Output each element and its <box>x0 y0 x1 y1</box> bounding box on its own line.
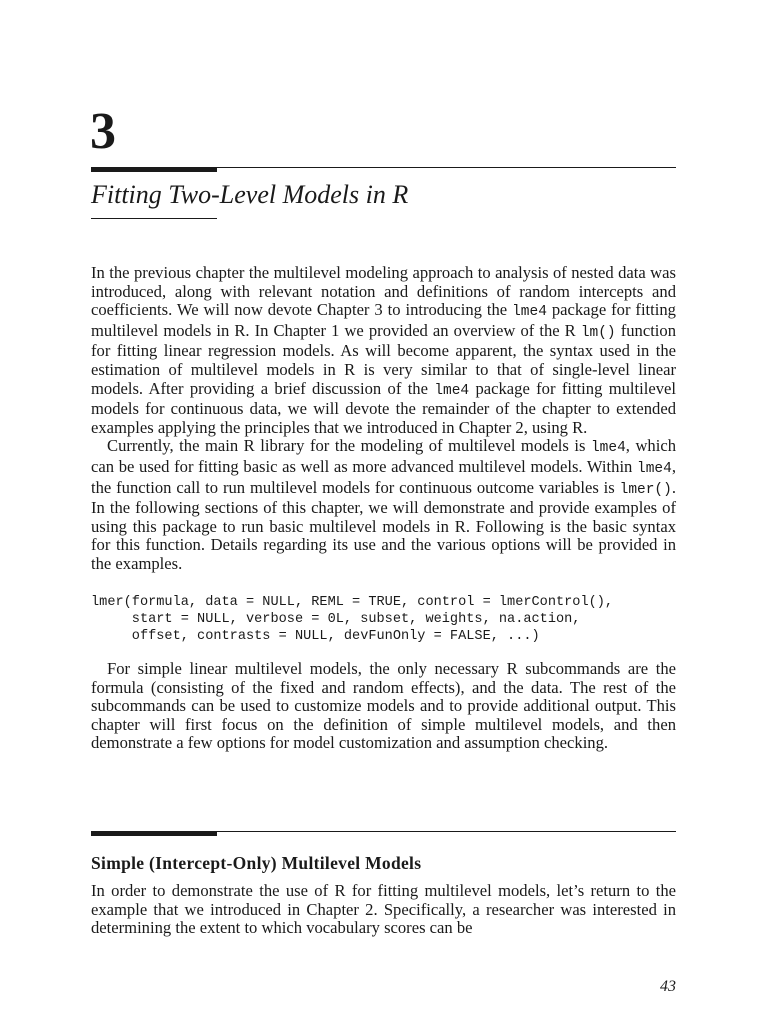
paragraph-2-text-3: , the function call to run multilevel models for continuous outcome variables is <box>91 456 676 497</box>
paragraph-1-text-1: In the previous chapter the multilevel modeling approach to analysis of nested data was introduced, along with relevant notation and definitions of random intercepts and coefficients. We will now devote Chapter 3 to introducing the <box>91 263 676 320</box>
code-inline-lme4: lme4 <box>590 440 626 457</box>
chapter-rule-thin <box>217 167 676 168</box>
code-inline-lmer: lmer() <box>619 481 672 498</box>
chapter-number: 3 <box>90 103 116 160</box>
code-inline-lme4: lme4 <box>512 304 547 321</box>
paragraph-1-text-2: package for fitting multilevel models in R. In Chapter 1 we provided an overview of the R <box>91 300 676 340</box>
code-inline-lme4: lme4 <box>434 382 470 399</box>
paragraph-1-text-3: function for fitting linear regression models. As will become apparent, the syntax used in the estimation of multilevel models in R is very similar to that of single-level linear models. After providing a brief discussion of the <box>91 320 677 398</box>
intro-text <box>91 264 676 574</box>
paragraph-3: For simple linear multilevel models, the only necessary R subcommands are the formula (consisting of the fixed and random effects), and the data. The rest of the subcommands can be used to customize models and to provide additional output. This chapter will first focus on the definition of simple multilevel models, and then demonstrate a few options for model customization and assumption checking. <box>91 659 676 753</box>
paragraph-1 <box>91 264 676 437</box>
chapter-title: Fitting Two-Level Models in R <box>91 180 409 209</box>
code-block <box>91 594 676 645</box>
section-paragraph: In order to demonstrate the use of R for fitting multilevel models, let’s return to the example that we introduced in Chapter 2. Specifically, a researcher was interested in determining the extent to which vocabulary scores can be <box>91 881 676 938</box>
paragraph-2-text-1: Currently, the main R library for the modeling of multilevel models is <box>107 436 591 456</box>
code-line: start = NULL, verbose = 0L, subset, weights, na.action, <box>91 612 581 627</box>
code-line: lmer(formula, data = NULL, REML = TRUE, control = lmerControl(), <box>91 595 614 610</box>
chapter-rule-thick <box>91 167 217 172</box>
section-text <box>91 882 676 938</box>
paragraph-2-text-2: , which can be used for fitting basic as well as more advanced multilevel models. Within <box>91 436 676 476</box>
section-heading: Simple (Intercept-Only) Multilevel Models <box>91 853 422 873</box>
section-rule-thin <box>217 831 676 832</box>
chapter-title-underline <box>91 218 217 219</box>
page-number: 43 <box>660 978 676 995</box>
code-inline-lm: lm() <box>580 324 616 341</box>
paragraph-2-text-4: . In the following sections of this chapter, we will demonstrate and provide examples of using this package to run basic multilevel models in R. Following is the basic syntax for this function. Details regarding its use and the various options will be provided in the examples. <box>91 477 676 573</box>
code-inline-lme4: lme4 <box>637 460 672 477</box>
paragraph-1-text-4: package for fitting multilevel models for continuous data, we will devote the remainder of the chapter to extended examples applying the principles that we introduced in Chapter 2, using R. <box>91 378 677 437</box>
paragraph-2 <box>91 437 676 573</box>
code-line: offset, contrasts = NULL, devFunOnly = FALSE, ...) <box>91 629 540 644</box>
after-code-text <box>91 660 676 753</box>
section-rule-thick <box>91 831 217 836</box>
